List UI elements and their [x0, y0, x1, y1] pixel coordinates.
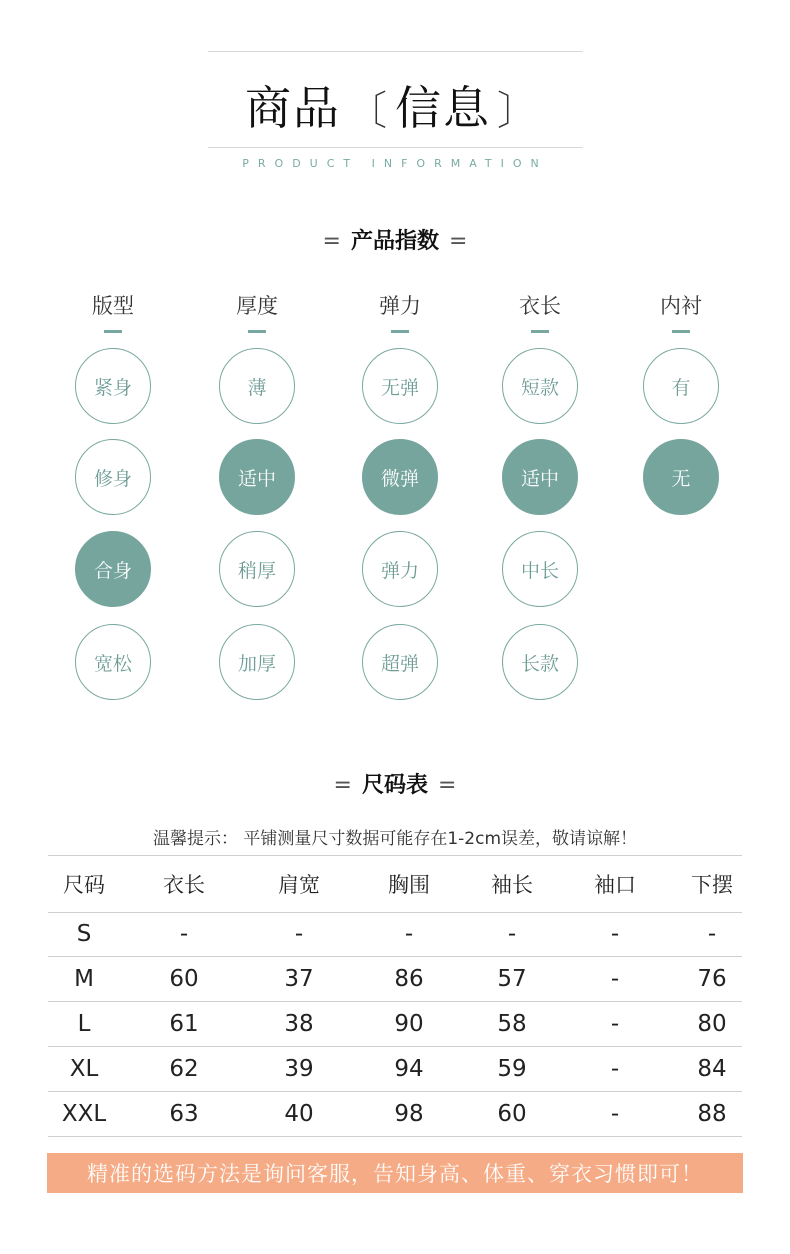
table-cell: - — [610, 921, 620, 947]
table-header-cell: 下摆 — [691, 873, 733, 897]
index-option: 短款 — [502, 348, 578, 424]
size-title-text: 尺码表 — [361, 773, 428, 798]
table-cell: - — [610, 1056, 620, 1082]
table-cell: 57 — [497, 966, 527, 992]
measurement-tip: 温馨提示： 平铺测量尺寸数据可能存在1-2cm误差，敬请谅解！ — [152, 829, 638, 849]
table-cell: - — [610, 1101, 620, 1127]
table-cell: - — [404, 921, 414, 947]
eq-right: = — [449, 229, 468, 254]
sizing-advice-banner: 精准的选码方法是询问客服，告知身高、体重、穿衣习惯即可！ — [47, 1153, 743, 1193]
index-column-label: 衣长 — [485, 290, 595, 333]
page-subtitle: PRODUCT INFORMATION — [242, 157, 548, 170]
table-row — [48, 1092, 742, 1137]
eq-right: = — [438, 773, 457, 798]
index-option-selected: 合身 — [75, 531, 151, 607]
index-column-label: 内衬 — [626, 290, 736, 333]
index-option: 紧身 — [75, 348, 151, 424]
table-cell: 76 — [697, 966, 727, 992]
page-title — [0, 72, 790, 138]
table-header-cell: 袖长 — [491, 873, 533, 897]
index-option: 薄 — [219, 348, 295, 424]
index-option: 弹力 — [362, 531, 438, 607]
index-option: 稍厚 — [219, 531, 295, 607]
header-bottom-divider — [208, 147, 583, 148]
table-row — [48, 957, 742, 1002]
index-option-selected: 适中 — [219, 439, 295, 515]
table-cell: 98 — [394, 1101, 424, 1127]
table-cell: 38 — [284, 1011, 314, 1037]
index-option: 中长 — [502, 531, 578, 607]
table-cell: M — [74, 966, 94, 992]
table-header-cell: 衣长 — [163, 873, 205, 897]
table-cell: S — [76, 921, 92, 947]
index-option: 有 — [643, 348, 719, 424]
table-cell: - — [179, 921, 189, 947]
table-cell: 63 — [169, 1101, 199, 1127]
table-cell: 37 — [284, 966, 314, 992]
index-section-title — [0, 224, 790, 255]
table-cell: 62 — [169, 1056, 199, 1082]
bracket-open: 〔 — [347, 88, 389, 134]
table-cell: XXL — [61, 1101, 107, 1127]
index-column-label: 版型 — [58, 290, 168, 333]
eq-left: = — [322, 229, 341, 254]
table-header-cell: 袖口 — [594, 873, 636, 897]
index-option: 加厚 — [219, 624, 295, 700]
index-title-text: 产品指数 — [350, 229, 439, 254]
index-column-label: 弹力 — [345, 290, 455, 333]
index-option: 宽松 — [75, 624, 151, 700]
table-cell: 94 — [394, 1056, 424, 1082]
index-option: 无弹 — [362, 348, 438, 424]
index-option-selected: 适中 — [502, 439, 578, 515]
table-row — [48, 912, 742, 957]
table-cell: - — [294, 921, 304, 947]
table-cell: 59 — [497, 1056, 527, 1082]
table-cell: 88 — [697, 1101, 727, 1127]
eq-left: = — [333, 773, 352, 798]
index-option-selected: 微弹 — [362, 439, 438, 515]
table-cell: 80 — [697, 1011, 727, 1037]
table-cell: 61 — [169, 1011, 199, 1037]
table-row — [48, 1047, 742, 1092]
index-option: 超弹 — [362, 624, 438, 700]
table-cell: - — [610, 1011, 620, 1037]
table-header-cell: 肩宽 — [278, 873, 320, 897]
table-cell: L — [77, 1011, 91, 1037]
table-cell: - — [707, 921, 717, 947]
table-cell: - — [507, 921, 517, 947]
table-row — [48, 1002, 742, 1047]
table-header-cell: 尺码 — [63, 873, 105, 897]
table-cell: 84 — [697, 1056, 727, 1082]
table-cell: 39 — [284, 1056, 314, 1082]
table-cell: 86 — [394, 966, 424, 992]
index-option: 修身 — [75, 439, 151, 515]
index-option: 长款 — [502, 624, 578, 700]
header-top-divider — [208, 51, 583, 52]
index-column-label: 厚度 — [202, 290, 312, 333]
table-cell: 60 — [497, 1101, 527, 1127]
table-cell: 40 — [284, 1101, 314, 1127]
size-section-title — [0, 768, 790, 799]
table-cell: - — [610, 966, 620, 992]
table-cell: 90 — [394, 1011, 424, 1037]
bracket-close: 〕 — [497, 88, 539, 134]
index-option-selected: 无 — [643, 439, 719, 515]
table-header-cell: 胸围 — [388, 873, 430, 897]
table-cell: 60 — [169, 966, 199, 992]
title-right: 信息 — [395, 81, 491, 135]
title-left: 商品 — [245, 81, 341, 135]
table-header-row — [48, 855, 742, 913]
table-cell: XL — [69, 1056, 99, 1082]
table-cell: 58 — [497, 1011, 527, 1037]
